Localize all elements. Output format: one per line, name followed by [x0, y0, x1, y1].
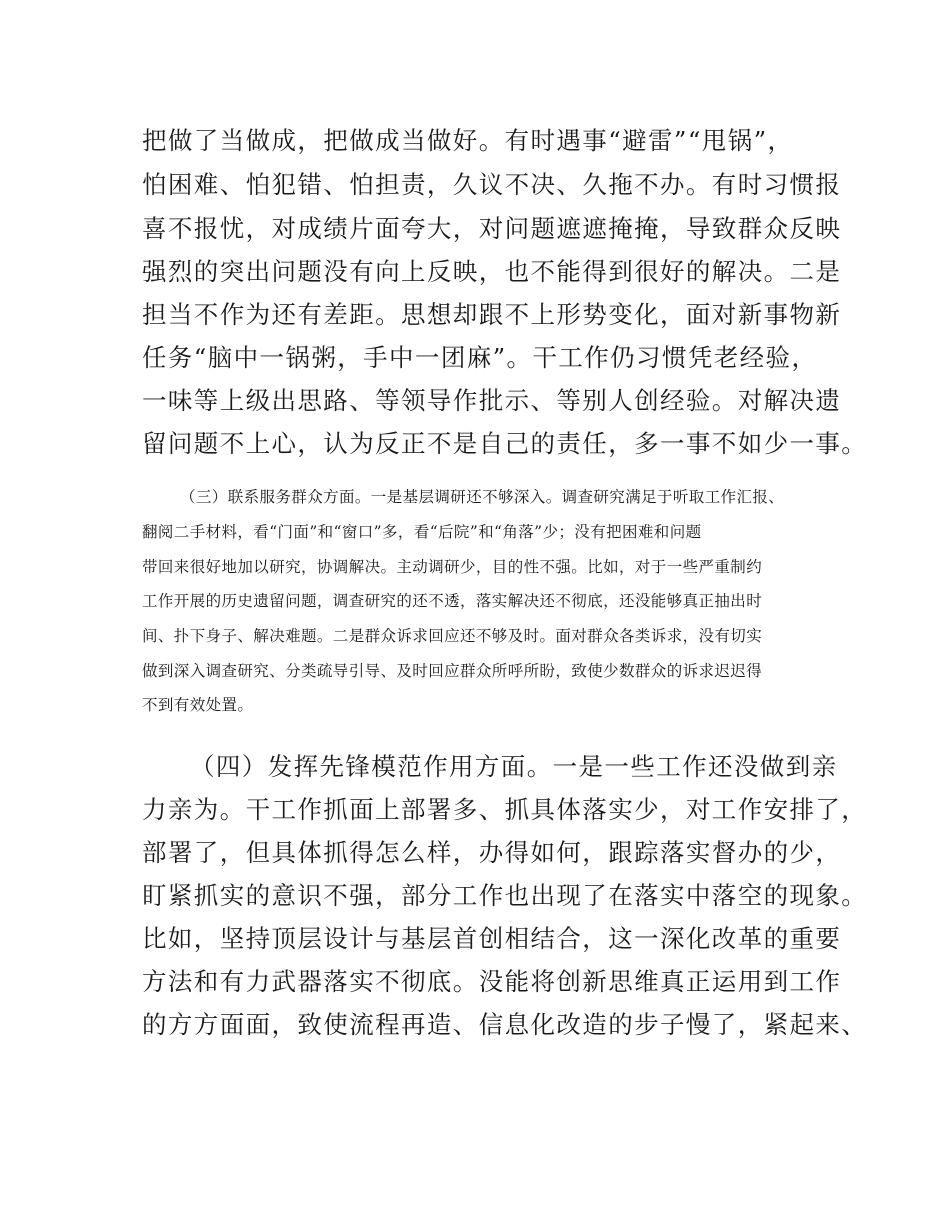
text-line: 不到有效处置。: [142, 696, 254, 714]
text-line: 部署了，但具体抓得怎么样，办得如何，跟踪落实督办的少，: [142, 838, 842, 867]
text-line: 把做了当做成，把做成当做好。有时遇事“避雷”“甩锅”，: [142, 126, 794, 155]
text-line: 带回来很好地加以研究，协调解决。主动调研少，目的性不强。比如，对于一些严重制约: [142, 558, 763, 576]
text-line: （四）发挥先锋模范作用方面。一是一些工作还没做到亲: [190, 752, 838, 781]
text-line: 力亲为。干工作抓面上部署多、抓具体落实少，对工作安排了，: [142, 795, 868, 824]
text-line: 的方方面面，致使流程再造、信息化改造的步子慢了，紧起来、: [142, 1010, 868, 1039]
text-line: 一味等上级出思路、等领导作批示、等别人创经验。对解决遗: [142, 386, 842, 415]
text-line: 工作开展的历史遗留问题，调查研究的还不透，落实解决还不彻底，还没能够真正抽出时: [142, 592, 763, 610]
text-line: 担当不作为还有差距。思想却跟不上形势变化，面对新事物新: [142, 300, 842, 329]
text-line: 盯紧抓实的意识不强，部分工作也出现了在落实中落空的现象。: [142, 881, 868, 910]
text-line: （三）联系服务群众方面。一是基层调研还不够深入。调查研究满足于听取工作汇报、: [180, 488, 785, 506]
text-line: 任务“脑中一锅粥，手中一团麻”。干工作仍习惯凭老经验，: [142, 343, 818, 372]
text-line: 翻阅二手材料，看“门面”和“窗口”多，看“后院”和“角落”少；没有把困难和问题: [142, 523, 702, 541]
text-line: 留问题不上心，认为反正不是自己的责任，多一事不如少一事。: [142, 429, 868, 458]
text-line: 比如，坚持顶层设计与基层首创相结合，这一深化改革的重要: [142, 924, 842, 953]
text-line: 怕困难、怕犯错、怕担责，久议不决、久拖不办。有时习惯报: [142, 170, 842, 199]
text-line: 间、扑下身子、解决难题。二是群众诉求回应还不够及时。面对群众各类诉求，没有切实: [142, 627, 763, 645]
text-line: 方法和有力武器落实不彻底。没能将创新思维真正运用到工作: [142, 967, 842, 996]
text-line: 喜不报忧，对成绩片面夸大，对问题遮遮掩掩，导致群众反映: [142, 214, 842, 243]
text-line: 强烈的突出问题没有向上反映，也不能得到很好的解决。二是: [142, 257, 842, 286]
text-line: 做到深入调查研究、分类疏导引导、及时回应群众所呼所盼，致使少数群众的诉求迟迟得: [142, 662, 763, 680]
